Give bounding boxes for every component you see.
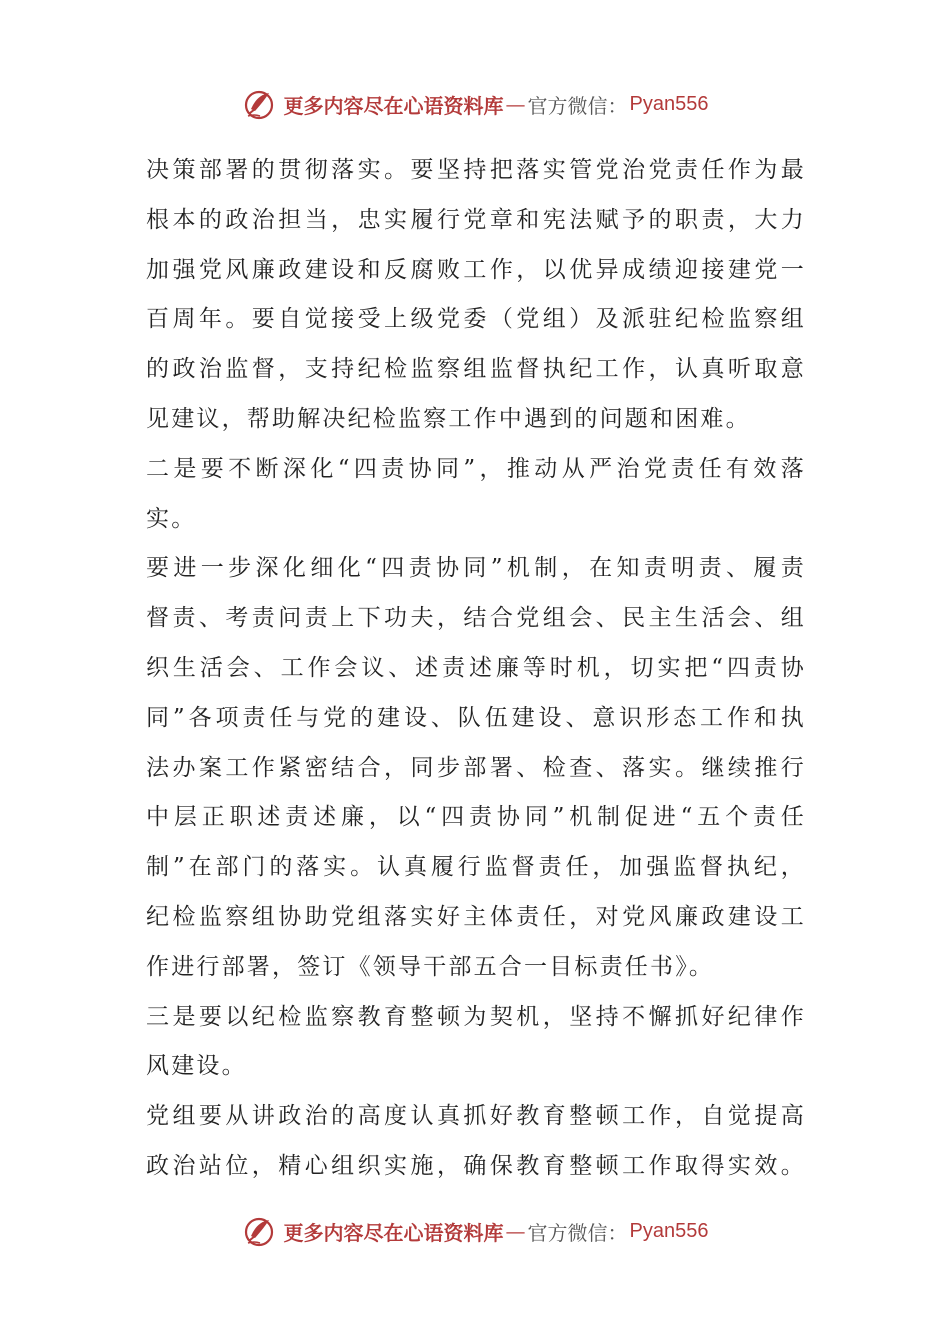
watermark-contact-label: 官方微信： (527, 93, 628, 118)
body-line: 政治站位，精心组织实施，确保教育整顿工作取得实效。 (146, 1152, 806, 1179)
body-line: 风建设。 (146, 1053, 247, 1080)
header-watermark (0, 84, 950, 124)
watermark-dash: — (505, 92, 526, 116)
body-line: 百周年。要自觉接受上级党委（党组）及派驻纪检监察组 (146, 306, 806, 333)
body-line: 作进行部署，签订《领导干部五合一目标责任书》。 (146, 953, 715, 980)
footer-watermark (0, 1211, 950, 1251)
body-line: 制”在部门的落实。认真履行监督责任，加强监督执纪， (146, 854, 806, 881)
body-line: 见建议，帮助解决纪检监察工作中遇到的问题和困难。 (146, 405, 751, 432)
body-line: 纪检监察组协助党组落实好主体责任，对党风廉政建设工 (146, 903, 806, 930)
body-line: 根本的政治担当，忠实履行党章和宪法赋予的职责，大力 (146, 206, 806, 233)
pen-circle-logo-icon (242, 1214, 276, 1248)
body-line: 加强党风廉政建设和反腐败工作，以优异成绩迎接建党一 (146, 256, 806, 283)
body-line: 督责、考责问责上下功夫，结合党组会、民主生活会、组 (146, 605, 806, 632)
body-line: 中层正职述责述廉，以“四责协同”机制促进“五个责任 (146, 804, 806, 831)
watermark-site-name: 更多内容尽在心语资料库 (283, 1220, 504, 1245)
body-line: 二是要不断深化“四责协同”，推动从严治党责任有效落 (146, 455, 806, 482)
body-line: 织生活会、工作会议、述责述廉等时机，切实把“四责协 (146, 654, 806, 681)
body-line: 要进一步深化细化“四责协同”机制，在知责明责、履责 (146, 555, 806, 582)
body-line: 实。 (146, 505, 197, 532)
watermark-text (284, 90, 709, 119)
body-line: 的政治监督，支持纪检监察组监督执纪工作，认真听取意 (146, 356, 806, 383)
watermark-dash: — (505, 1219, 526, 1243)
body-line: 同”各项责任与党的建设、队伍建设、意识形态工作和执 (146, 704, 806, 731)
pen-circle-logo-icon (242, 87, 276, 121)
watermark-account: Pyan556 (629, 1219, 709, 1242)
watermark-text (284, 1217, 709, 1246)
body-line: 党组要从讲政治的高度认真抓好教育整顿工作，自觉提高 (146, 1103, 806, 1130)
body-line: 决策部署的贯彻落实。要坚持把落实管党治党责任作为最 (146, 157, 806, 183)
body-line: 法办案工作紧密结合，同步部署、检查、落实。继续推行 (146, 754, 806, 781)
body-line: 三是要以纪检监察教育整顿为契机，坚持不懈抓好纪律作 (146, 1003, 806, 1030)
document-body (146, 146, 806, 1192)
watermark-contact-label: 官方微信： (527, 1220, 628, 1245)
watermark-account: Pyan556 (629, 92, 709, 115)
watermark-site-name: 更多内容尽在心语资料库 (283, 93, 504, 118)
